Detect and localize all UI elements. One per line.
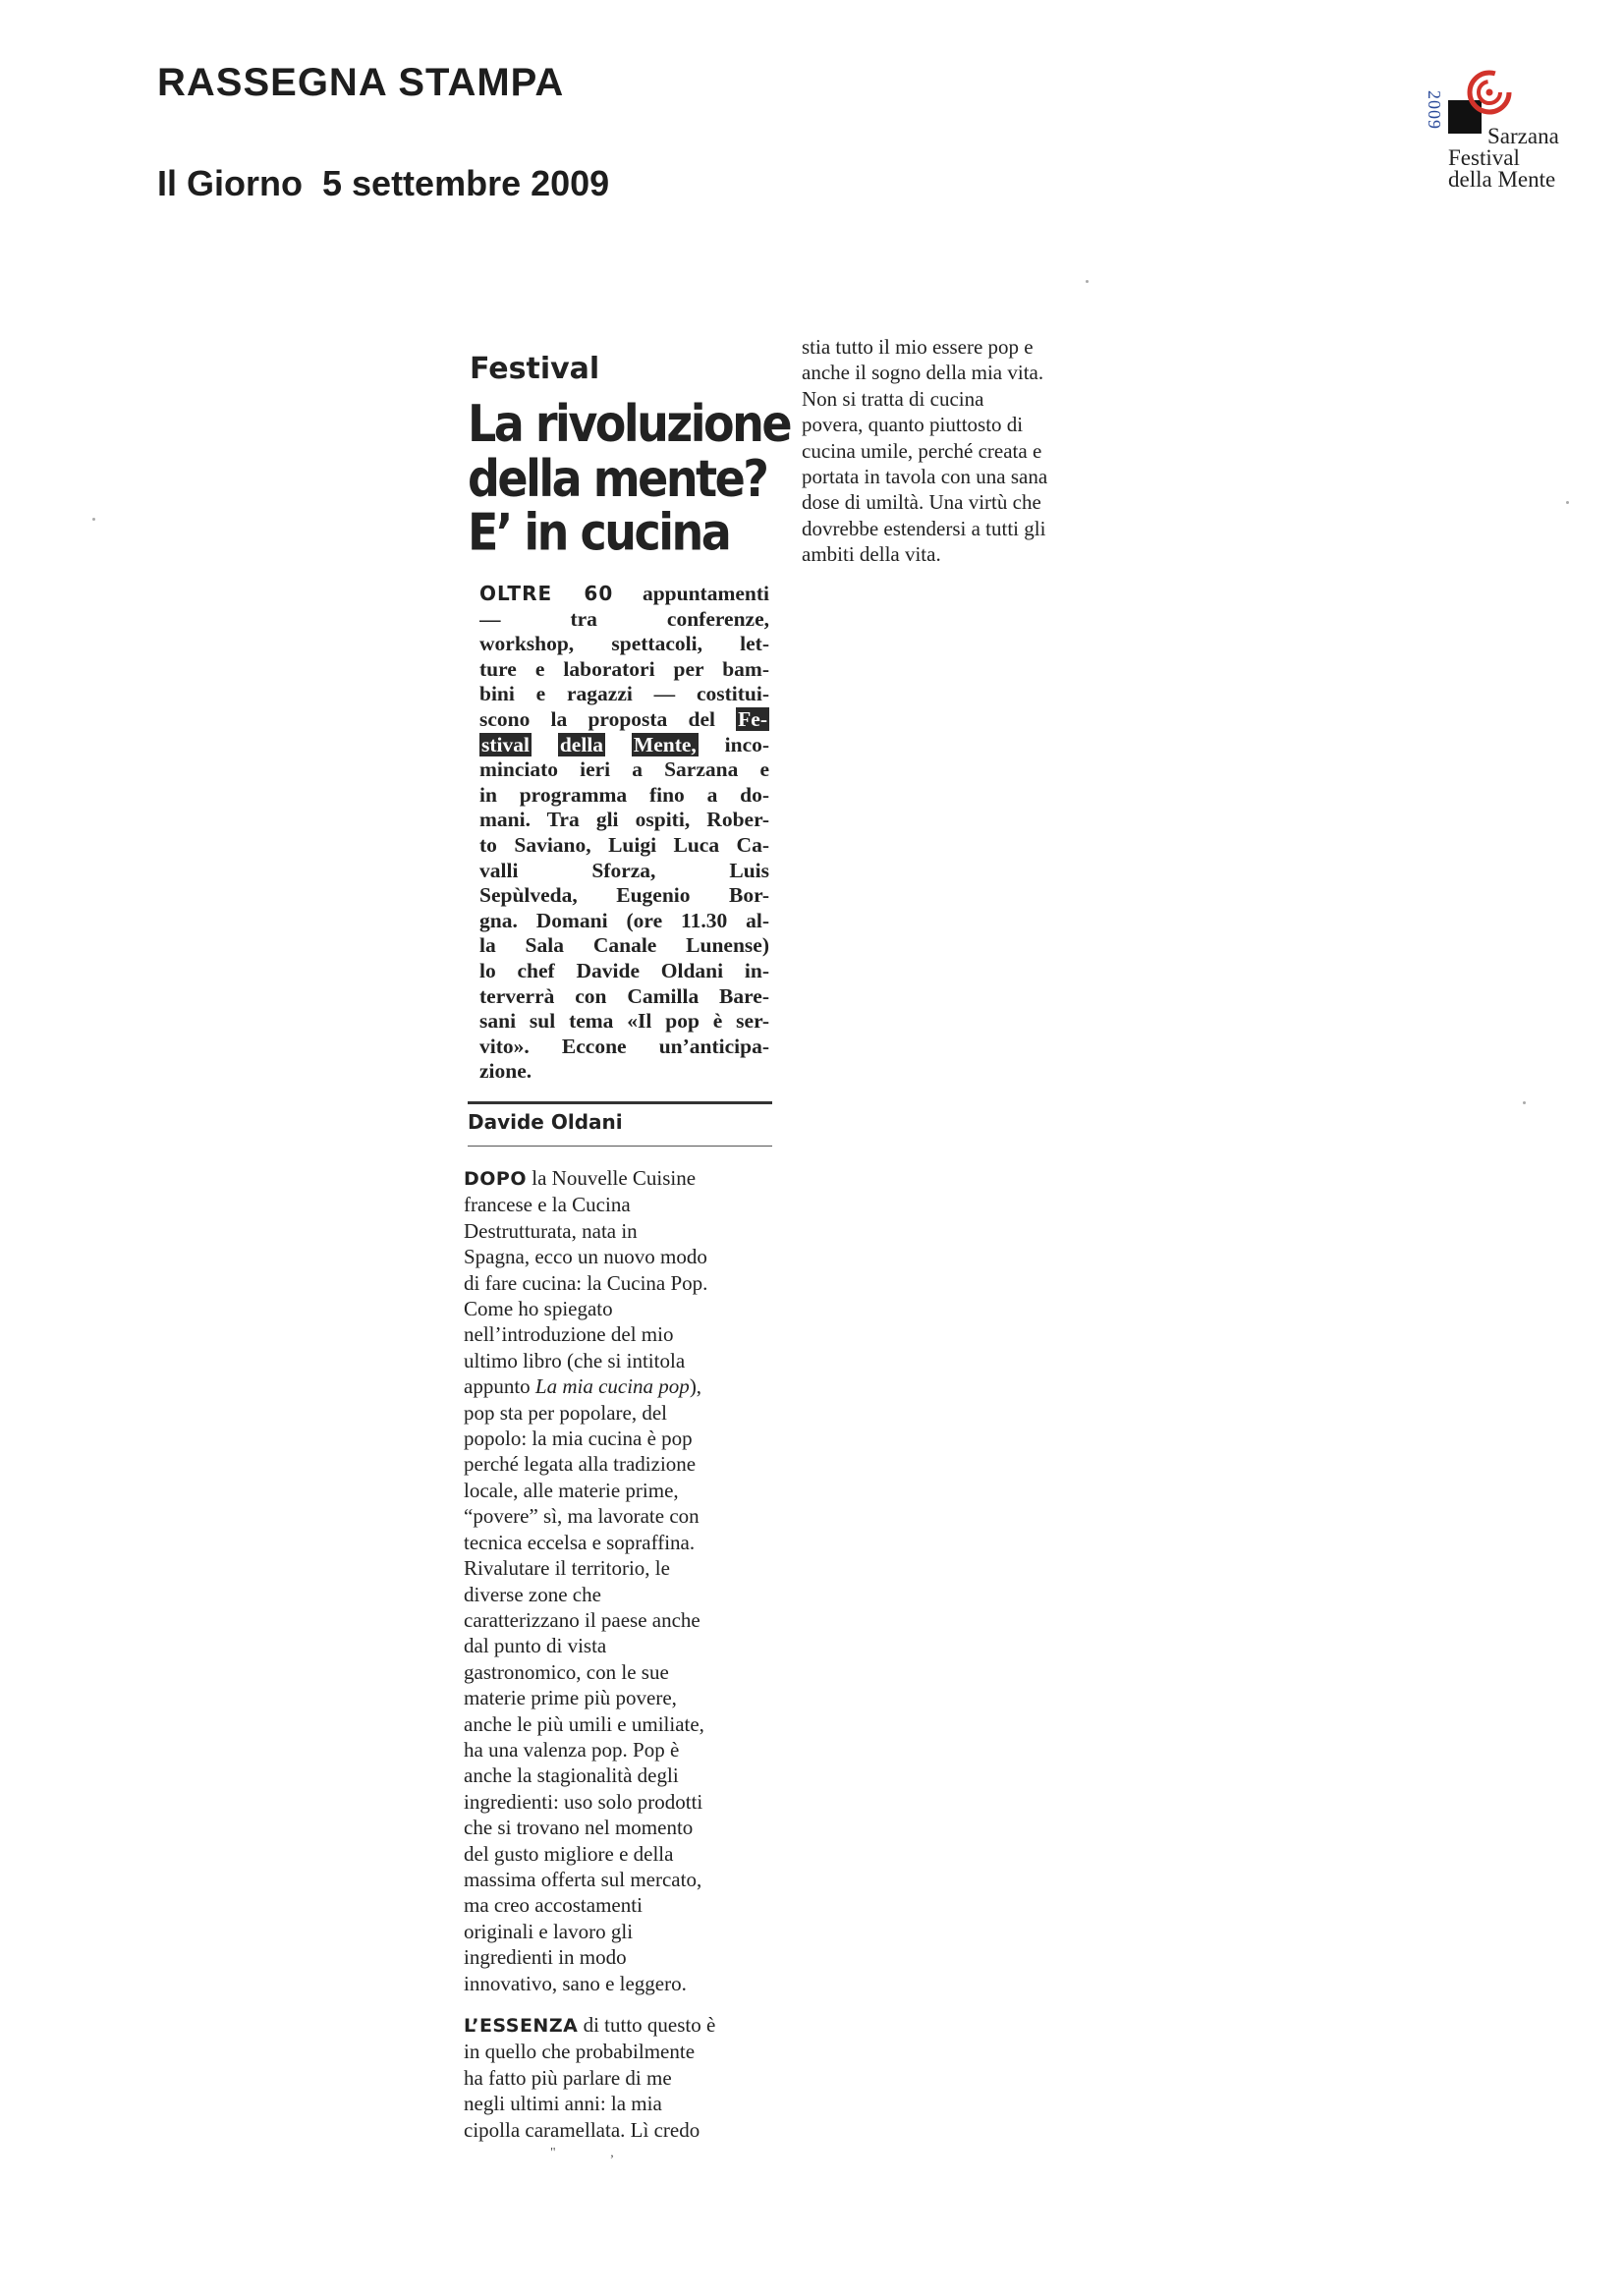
festival-name-highlight: Mente, <box>633 732 697 756</box>
body-line: locale, alle materie prime, <box>464 1478 679 1502</box>
festival-logo <box>1415 59 1592 196</box>
body-line: ingredienti in modo <box>464 1945 627 1970</box>
body-line: cipolla caramellata. Lì credo <box>464 2117 700 2142</box>
article-body-column-2 <box>802 334 1126 568</box>
body-line: “povere” sì, ma lavorate con <box>464 1504 700 1529</box>
body-line: innovativo, sano e leggero. <box>464 1971 687 1995</box>
body-line: popolo: la mia cucina è pop <box>464 1427 693 1451</box>
byline: Davide Oldani <box>468 1110 623 1134</box>
paragraph-lead: L’ESSENZA <box>464 2015 579 2037</box>
scan-speck <box>92 518 95 521</box>
body-line: L’ESSENZA di tutto questo è <box>464 2013 716 2037</box>
intro-line: bini e ragazzi — costitui- <box>479 682 769 706</box>
intro-line: la Sala Canale Lunense) <box>479 933 769 958</box>
intro-line: workshop, spettacoli, let- <box>479 632 769 656</box>
logo-line-3: della Mente <box>1448 167 1556 192</box>
body-line: cucina umile, perché creata e <box>802 438 1042 463</box>
body-line: ha fatto più parlare di me <box>464 2065 672 2090</box>
body-line: appunto La mia cucina pop), <box>464 1374 702 1399</box>
intro-line: to Saviano, Luigi Luca Ca- <box>479 832 769 857</box>
body-line: Destrutturata, nata in <box>464 1218 638 1243</box>
body-line: dose di umiltà. Una virtù che <box>802 490 1041 515</box>
body-line: caratterizzano il paese anche <box>464 1607 700 1632</box>
intro-line: mani. Tra gli ospiti, Rober- <box>479 808 769 832</box>
byline-rule-bottom <box>468 1146 772 1147</box>
body-line: DOPO la Nouvelle Cuisine <box>464 1166 697 1190</box>
article-kicker: Festival <box>470 352 600 386</box>
festival-name-highlight: stival <box>481 732 530 756</box>
intro-lead: OLTRE 60 <box>479 582 614 605</box>
publication-date: 5 settembre 2009 <box>322 163 610 203</box>
body-line: gastronomico, con le sue <box>464 1659 669 1684</box>
newspaper-name: Il Giorno <box>157 163 303 203</box>
body-line: portata in tavola con una sana <box>802 465 1048 489</box>
intro-line: lo chef Davide Oldani in- <box>479 958 769 982</box>
logo-line-1: Sarzana <box>1487 124 1559 148</box>
body-line: perché legata alla tradizione <box>464 1452 697 1477</box>
body-line: dal punto di vista <box>464 1634 607 1658</box>
body-line: ma creo accostamenti <box>464 1893 643 1918</box>
intro-line: minciato ieri a Sarzana e <box>479 757 769 782</box>
body-line: ingredienti: uso solo prodotti <box>464 1789 703 1814</box>
intro-line: scono la proposta del Fe- <box>479 706 767 731</box>
article-headline: La rivoluzione della mente? E’ in cucina <box>468 393 791 563</box>
intro-line: ture e laboratori per bam- <box>479 656 769 681</box>
article-intro <box>479 582 769 1085</box>
intro-line: zione. <box>479 1059 532 1084</box>
body-line: che si trovano nel momento <box>464 1816 694 1840</box>
intro-line: sani sul tema «Il pop è ser- <box>479 1009 769 1034</box>
body-line: originali e lavoro gli <box>464 1919 634 1943</box>
body-line: materie prime più povere, <box>464 1686 677 1710</box>
body-line: Non si tratta di cucina <box>802 386 984 411</box>
body-line: diverse zone che <box>464 1582 601 1606</box>
body-line: tecnica eccelsa e sopraffina. <box>464 1530 696 1554</box>
festival-name-highlight: Fe- <box>738 706 767 731</box>
intro-line: — tra conferenze, <box>479 606 769 631</box>
body-line: massima offerta sul mercato, <box>464 1867 702 1891</box>
intro-line: valli Sforza, Luis <box>479 858 769 882</box>
body-line: nell’introduzione del mio <box>464 1322 674 1347</box>
festival-name-highlight: della <box>559 732 604 756</box>
intro-line: in programma fino a do- <box>479 782 769 807</box>
logo-year: 2009 <box>1425 90 1444 130</box>
intro-line: gna. Domani (ore 11.30 al- <box>479 908 769 932</box>
body-line: negli ultimi anni: la mia <box>464 2092 662 2116</box>
cut-off-line-marks: " , <box>550 2146 640 2160</box>
body-line: Rivalutare il territorio, le <box>464 1556 670 1581</box>
scan-speck <box>1566 501 1569 504</box>
body-line: Spagna, ecco un nuovo modo <box>464 1245 707 1269</box>
body-line: di fare cucina: la Cucina Pop. <box>464 1270 708 1295</box>
intro-line: Sepùlveda, Eugenio Bor- <box>479 883 769 908</box>
intro-line: terverrà con Camilla Bare- <box>479 983 769 1008</box>
article-body-paragraph-2 <box>464 2012 778 2143</box>
body-line: povera, quanto piuttosto di <box>802 413 1024 437</box>
body-line: anche la stagionalità degli <box>464 1763 679 1788</box>
body-line: anche il sogno della mia vita. <box>802 361 1044 385</box>
body-line: Come ho spiegato <box>464 1297 613 1321</box>
body-line: ultimo libro (che si intitola <box>464 1348 686 1372</box>
logo-spiral-icon <box>1464 67 1515 118</box>
book-title: La mia cucina pop <box>534 1374 690 1399</box>
paragraph-lead: DOPO <box>464 1168 528 1190</box>
body-line: ambiti della vita. <box>802 542 941 567</box>
source-date-line <box>157 163 629 204</box>
intro-line: stival della Mente, inco- <box>481 732 769 756</box>
body-line: del gusto migliore e della <box>464 1841 674 1866</box>
body-line: anche le più umili e umiliate, <box>464 1711 704 1736</box>
body-line: in quello che probabilmente <box>464 2040 696 2064</box>
press-review-title: RASSEGNA STAMPA <box>157 61 565 104</box>
scan-speck <box>1086 280 1089 283</box>
logo-line-2: Festival <box>1448 145 1520 170</box>
article-body-paragraph-1 <box>464 1165 778 1996</box>
body-line: stia tutto il mio essere pop e <box>802 335 1034 359</box>
intro-line: OLTRE 60 appuntamenti <box>479 582 769 605</box>
body-line: francese e la Cucina <box>464 1193 631 1217</box>
scan-speck <box>1523 1101 1526 1104</box>
body-line: pop sta per popolare, del <box>464 1400 668 1425</box>
body-line: dovrebbe estendersi a tutti gli <box>802 516 1046 540</box>
body-line: ha una valenza pop. Pop è <box>464 1737 680 1762</box>
byline-rule-top <box>468 1101 772 1104</box>
intro-line: vito». Eccone un’anticipa- <box>479 1034 769 1058</box>
